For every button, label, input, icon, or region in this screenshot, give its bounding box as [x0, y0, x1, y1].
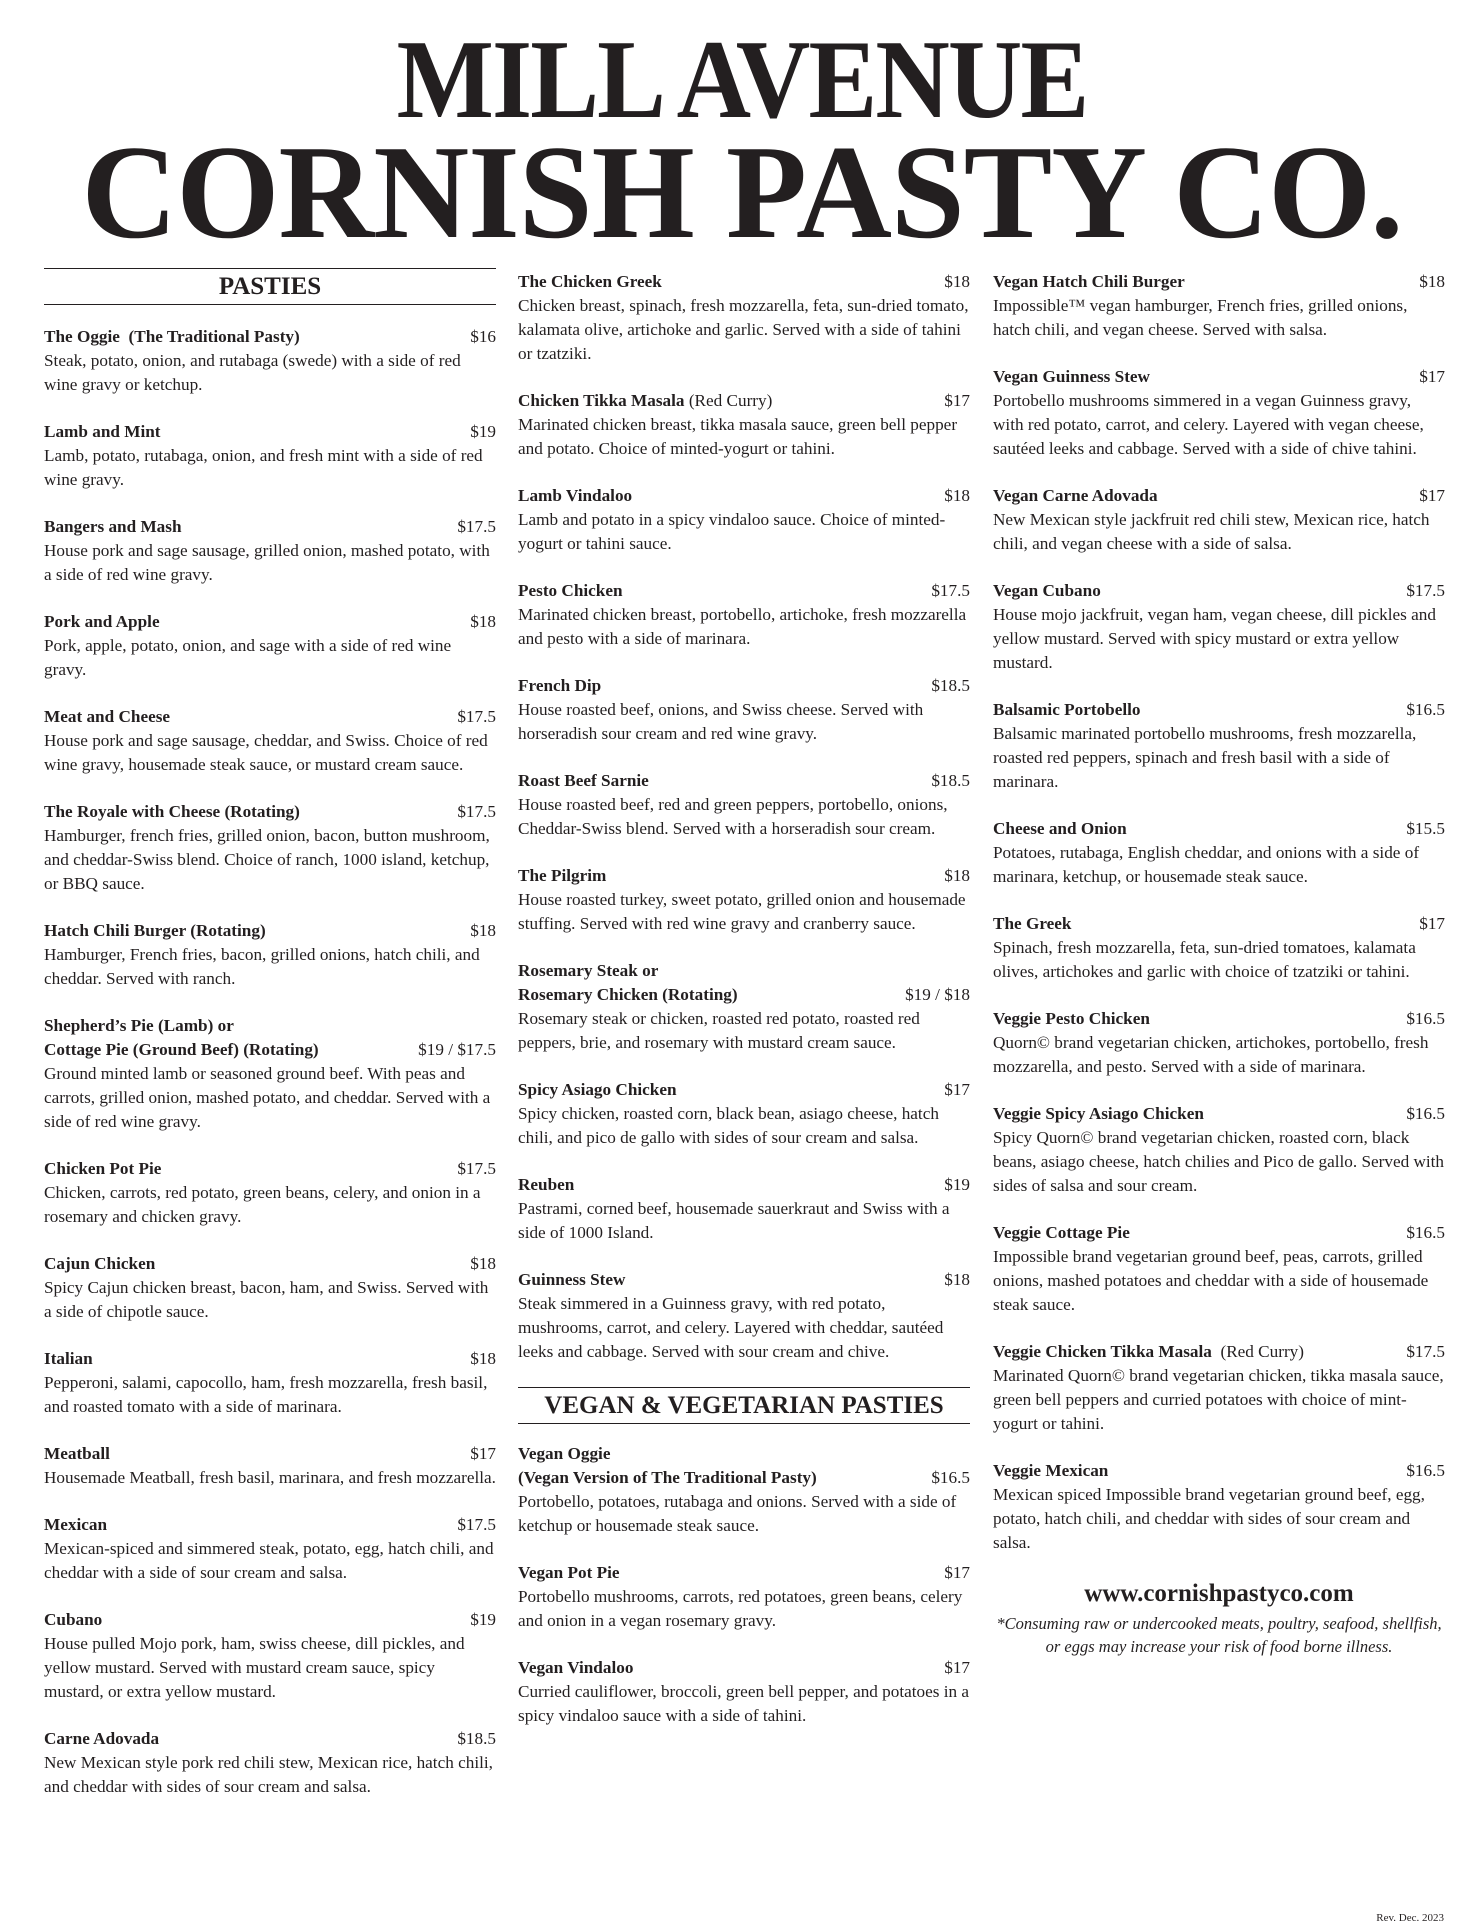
item-name-text: Lamb and Mint [44, 422, 161, 441]
item-description: Portobello mushrooms, carrots, red potatoes, green beans, celery and onion in a vegan rosemary gravy. [518, 1587, 963, 1630]
menu-footer [993, 1578, 1445, 1658]
menu-item [518, 389, 970, 461]
item-title-row [44, 420, 496, 444]
item-description: House mojo jackfruit, vegan ham, vegan cheese, dill pickles and yellow mustard. Served with spicy mustard or extra yellow mustard. [993, 605, 1436, 672]
item-description: House pulled Mojo pork, ham, swiss cheese, dill pickles, and yellow mustard. Served with mustard cream sauce, spicy mustard, or extra yellow mustard. [44, 1634, 465, 1701]
item-name [993, 270, 1185, 294]
item-price: $17.5 [931, 581, 970, 600]
item-title-row [993, 484, 1445, 508]
item-title-row [993, 912, 1445, 936]
item-name-text: The Chicken Greek [518, 272, 662, 291]
item-price: $17 [1419, 914, 1445, 933]
item-title-row [518, 1173, 970, 1197]
item-title-row [44, 800, 496, 824]
item-description: Lamb, potato, rutabaga, onion, and fresh mint with a side of red wine gravy. [44, 446, 483, 489]
item-price: $18 [944, 1270, 970, 1289]
item-name [518, 389, 772, 413]
item-description: Chicken, carrots, red potato, green beans, celery, and onion in a rosemary and chicken gravy. [44, 1183, 481, 1226]
item-price: $18 [470, 921, 496, 940]
item-description: Mexican-spiced and simmered steak, potato, egg, hatch chili, and cheddar with a side of sour cream and salsa. [44, 1539, 494, 1582]
item-price: $17 [1419, 486, 1445, 505]
item-name-line1: Shepherd’s Pie (Lamb) or [44, 1016, 234, 1035]
item-description: Portobello, potatoes, rutabaga and onions. Served with a side of ketchup or housemade steak sauce. [518, 1492, 957, 1535]
item-name [993, 1459, 1108, 1483]
item-name-text: Vegan Vindaloo [518, 1658, 634, 1677]
item-name [518, 769, 649, 793]
item-name-text: Italian [44, 1349, 93, 1368]
menu-item [518, 484, 970, 556]
menu-item [993, 1340, 1445, 1436]
item-name-text: Roast Beef Sarnie [518, 771, 649, 790]
item-name-note: (Red Curry) [684, 391, 773, 410]
item-price: $17 [1419, 367, 1445, 386]
item-title-row [518, 484, 970, 508]
item-price: $15.5 [1406, 819, 1445, 838]
item-name [518, 579, 623, 603]
item-name [518, 674, 601, 698]
item-name-text: The Pilgrim [518, 866, 607, 885]
item-description: Hamburger, French fries, bacon, grilled onions, hatch chili, and cheddar. Served with ranch. [44, 945, 480, 988]
item-name-text: Vegan Cubano [993, 581, 1101, 600]
menu-item [44, 1157, 496, 1229]
item-price: $16 [470, 327, 496, 346]
menu-item [44, 1252, 496, 1324]
item-price: $18 [1419, 272, 1445, 291]
item-name-text: Reuben [518, 1175, 575, 1194]
menu-item [518, 270, 970, 366]
item-description: Steak simmered in a Guinness gravy, with red potato, mushrooms, carrot, and celery. Layered with cheddar, sautéed leeks and cabbage. Served with sour cream and chive. [518, 1294, 944, 1361]
item-title-row [44, 610, 496, 634]
item-name-line1: Rosemary Steak or [518, 961, 659, 980]
item-description: Chicken breast, spinach, fresh mozzarella, feta, sun-dried tomato, kalamata olive, artichoke and garlic. Served with a side of tahini or tzatziki. [518, 296, 969, 363]
item-price: $16.5 [1406, 1104, 1445, 1123]
item-description: Lamb and potato in a spicy vindaloo sauce. Choice of minted-yogurt or tahini sauce. [518, 510, 946, 553]
item-price: $17.5 [457, 1159, 496, 1178]
menu-item [518, 579, 970, 651]
item-title-row [518, 1268, 970, 1292]
item-name [993, 912, 1071, 936]
item-description: House pork and sage sausage, grilled onion, mashed potato, with a side of red wine gravy. [44, 541, 490, 584]
item-name [518, 1173, 574, 1197]
item-name-text: Pesto Chicken [518, 581, 623, 600]
item-description: Marinated Quorn© brand vegetarian chicken, tikka masala sauce, green bell peppers and curried potatoes with choice of mint-yogurt or tahini. [993, 1366, 1444, 1433]
menu-item [44, 515, 496, 587]
item-description: Mexican spiced Impossible brand vegetarian ground beef, egg, potato, hatch chili, and cheddar with sides of sour cream and salsa. [993, 1485, 1425, 1552]
item-title-row [44, 1513, 496, 1537]
item-price: $16.5 [1406, 1461, 1445, 1480]
item-title-row [44, 705, 496, 729]
item-name [44, 1347, 93, 1371]
item-description: Rosemary steak or chicken, roasted red potato, roasted red peppers, brie, and rosemary with mustard cream sauce. [518, 1009, 920, 1052]
item-name-text: Cubano [44, 1610, 103, 1629]
item-price: $16.5 [1406, 700, 1445, 719]
item-title-row [518, 769, 970, 793]
menu-item [993, 698, 1445, 794]
item-name [518, 270, 662, 294]
menu-item [993, 365, 1445, 461]
item-description: Curried cauliflower, broccoli, green bell pepper, and potatoes in a spicy vindaloo sauce with a side of tahini. [518, 1682, 970, 1725]
menu-item [993, 579, 1445, 675]
item-name-line1: Vegan Oggie [518, 1444, 611, 1463]
item-price: $17.5 [457, 707, 496, 726]
item-name-text: Meatball [44, 1444, 110, 1463]
item-price: $18.5 [931, 771, 970, 790]
item-name-text: (Vegan Version of The Traditional Pasty) [518, 1468, 817, 1487]
item-name-text: The Greek [993, 914, 1072, 933]
menu-item [993, 270, 1445, 342]
item-description: House pork and sage sausage, cheddar, and Swiss. Choice of red wine gravy, housemade steak sauce, or mustard cream sauce. [44, 731, 488, 774]
item-description: New Mexican style pork red chili stew, Mexican rice, hatch chili, and cheddar with sides of sour cream and salsa. [44, 1753, 493, 1796]
item-name [993, 484, 1158, 508]
item-name [44, 1442, 110, 1466]
item-price: $17.5 [457, 517, 496, 536]
item-description: Spicy chicken, roasted corn, black bean, asiago cheese, hatch chili, and pico de gallo with sides of sour cream and salsa. [518, 1104, 939, 1147]
item-description: Ground minted lamb or seasoned ground beef. With peas and carrots, grilled onion, mashed potato, and cheddar. Served with a side of red wine gravy. [44, 1064, 491, 1131]
item-description: Portobello mushrooms simmered in a vegan Guinness gravy, with red potato, carrot, and celery. Layered with vegan cheese, sautéed leeks and cabbage. Served with a side of chive tahini. [993, 391, 1424, 458]
item-price: $17 [944, 1658, 970, 1677]
item-title-row [44, 1252, 496, 1276]
item-name-text: Chicken Pot Pie [44, 1159, 162, 1178]
item-name-text: Vegan Pot Pie [518, 1563, 620, 1582]
item-name [993, 365, 1150, 389]
item-description: Quorn© brand vegetarian chicken, artichokes, portobello, fresh mozzarella, and pesto. Served with a side of marinara. [993, 1033, 1429, 1076]
item-name-text: Meat and Cheese [44, 707, 171, 726]
item-description: Pastrami, corned beef, housemade sauerkraut and Swiss with a side of 1000 Island. [518, 1199, 950, 1242]
restaurant-name-line1: MILL AVENUE [396, 18, 1088, 142]
item-title-row [518, 864, 970, 888]
menu-column-2 [518, 270, 970, 1751]
item-name-text: Spicy Asiago Chicken [518, 1080, 677, 1099]
menu-item [518, 1561, 970, 1633]
item-name [44, 515, 182, 539]
item-title-row [993, 817, 1445, 841]
item-title-row [518, 983, 970, 1007]
item-description: House roasted beef, onions, and Swiss cheese. Served with horseradish sour cream and red wine gravy. [518, 700, 924, 743]
item-title-row [518, 389, 970, 413]
item-title-row [518, 579, 970, 603]
item-name-text: French Dip [518, 676, 602, 695]
item-name-text: Mexican [44, 1515, 108, 1534]
item-name [993, 1221, 1130, 1245]
menu-item [518, 1268, 970, 1364]
item-price: $17.5 [1406, 581, 1445, 600]
item-price: $18 [944, 866, 970, 885]
item-name [44, 1252, 155, 1276]
item-name-text: Balsamic Portobello [993, 700, 1141, 719]
menu-item [993, 1221, 1445, 1317]
item-description: Steak, potato, onion, and rutabaga (swede) with a side of red wine gravy or ketchup. [44, 351, 461, 394]
item-price: $16.5 [931, 1468, 970, 1487]
item-name [44, 1038, 319, 1062]
item-price: $18 [470, 1254, 496, 1273]
item-title-row [518, 1466, 970, 1490]
menu-item [518, 1173, 970, 1245]
item-name-text: Veggie Mexican [993, 1461, 1109, 1480]
item-name-text: Cottage Pie (Ground Beef) (Rotating) [44, 1040, 319, 1059]
item-description: Pork, apple, potato, onion, and sage with a side of red wine gravy. [44, 636, 452, 679]
item-title-row [44, 515, 496, 539]
item-name-text: Guinness Stew [518, 1270, 626, 1289]
item-description: Marinated chicken breast, portobello, artichoke, fresh mozzarella and pesto with a side of marinara. [518, 605, 967, 648]
item-name [518, 864, 606, 888]
menu-header [0, 18, 1484, 266]
section-heading-pasties: PASTIES [44, 268, 496, 305]
vegan-list [518, 1442, 970, 1728]
item-name [993, 817, 1127, 841]
item-description: Balsamic marinated portobello mushrooms, fresh mozzarella, roasted red peppers, spinach and fresh basil with a side of marinara. [993, 724, 1417, 791]
item-title-row [993, 1007, 1445, 1031]
item-name [44, 610, 160, 634]
item-title-row [44, 1347, 496, 1371]
item-name [518, 1268, 625, 1292]
item-name [518, 983, 738, 1007]
item-description: Potatoes, rutabaga, English cheddar, and onions with a side of marinara, ketchup, or housemade steak sauce. [993, 843, 1420, 886]
item-price: $17.5 [457, 802, 496, 821]
item-title-row [993, 1102, 1445, 1126]
item-description: House roasted turkey, sweet potato, grilled onion and housemade stuffing. Served with red wine gravy and cranberry sauce. [518, 890, 966, 933]
item-name-text: Lamb Vindaloo [518, 486, 633, 505]
restaurant-name-line2: CORNISH PASTY CO. [81, 118, 1403, 266]
food-safety-warning: *Consuming raw or undercooked meats, poultry, seafood, shellfish, or eggs may increase your risk of food borne illness. [996, 1614, 1442, 1656]
item-price: $19 [470, 422, 496, 441]
menu-item [518, 674, 970, 746]
item-description: Impossible brand vegetarian ground beef, peas, carrots, grilled onions, mashed potatoes and cheddar with a side of housemade steak sauce. [993, 1247, 1429, 1314]
item-title-row [993, 579, 1445, 603]
item-description: House roasted beef, red and green peppers, portobello, onions, Cheddar-Swiss blend. Served with a horseradish sour cream. [518, 795, 948, 838]
item-name [518, 1466, 817, 1490]
item-price: $19 [944, 1175, 970, 1194]
item-title-row [44, 1038, 496, 1062]
item-title-row [518, 1561, 970, 1585]
item-description: Hamburger, french fries, grilled onion, bacon, button mushroom, and cheddar-Swiss blend. Choice of ranch, 1000 island, ketchup, or BBQ sauce. [44, 826, 490, 893]
item-description: Marinated chicken breast, tikka masala sauce, green bell pepper and potato. Choice of minted-yogurt or tahini. [518, 415, 958, 458]
item-price: $16.5 [1406, 1009, 1445, 1028]
item-name-text: Vegan Guinness Stew [993, 367, 1150, 386]
item-name [44, 800, 300, 824]
menu-item [44, 610, 496, 682]
item-name-text: The Oggie (The Traditional Pasty) [44, 327, 300, 346]
item-price: $17 [944, 1563, 970, 1582]
item-name [993, 1102, 1204, 1126]
item-name-text: Cajun Chicken [44, 1254, 156, 1273]
item-name-text: Chicken Tikka Masala [518, 391, 685, 410]
item-price: $17 [944, 1080, 970, 1099]
item-price: $17 [944, 391, 970, 410]
item-name [44, 1513, 107, 1537]
item-description: Spicy Cajun chicken breast, bacon, ham, and Swiss. Served with a side of chipotle sauce. [44, 1278, 489, 1321]
item-name [44, 1157, 161, 1181]
item-price: $18.5 [931, 676, 970, 695]
item-name [518, 1561, 620, 1585]
item-title-row [44, 919, 496, 943]
item-price: $16.5 [1406, 1223, 1445, 1242]
item-price: $18 [944, 272, 970, 291]
menu-item [44, 1014, 496, 1134]
menu-item [993, 912, 1445, 984]
menu-item [518, 769, 970, 841]
item-name [993, 1340, 1304, 1364]
item-title-row [44, 1442, 496, 1466]
item-title-row [993, 1340, 1445, 1364]
item-price: $17.5 [457, 1515, 496, 1534]
item-price: $18 [470, 1349, 496, 1368]
menu-item [993, 1007, 1445, 1079]
item-description: Impossible™ vegan hamburger, French fries, grilled onions, hatch chili, and vegan cheese. Served with salsa. [993, 296, 1408, 339]
item-name [993, 1007, 1150, 1031]
menu-item [44, 1513, 496, 1585]
menu-item [993, 1459, 1445, 1555]
section-heading-vegan: VEGAN & VEGETARIAN PASTIES [518, 1387, 970, 1424]
item-price: $18 [944, 486, 970, 505]
item-title-row [44, 1727, 496, 1751]
menu-item [518, 1078, 970, 1150]
item-title-row [44, 1157, 496, 1181]
menu-item [44, 1608, 496, 1704]
item-title-row [44, 1608, 496, 1632]
item-name-text: Veggie Pesto Chicken [993, 1009, 1150, 1028]
item-title-row [44, 325, 496, 349]
menu-item [44, 325, 496, 397]
item-title-row [518, 1078, 970, 1102]
revision-date: Rev. Dec. 2023 [1376, 1912, 1444, 1924]
item-name-text: Hatch Chili Burger (Rotating) [44, 921, 266, 940]
menu-item [44, 420, 496, 492]
item-price: $17 [470, 1444, 496, 1463]
item-name-text: Vegan Hatch Chili Burger [993, 272, 1185, 291]
item-name-note: (Red Curry) [1211, 1342, 1304, 1361]
menu-item [993, 484, 1445, 556]
item-price: $19 / $18 [905, 985, 970, 1004]
menu-item [518, 959, 970, 1055]
item-title-row [993, 270, 1445, 294]
menu-item [44, 1347, 496, 1419]
item-name-text: Veggie Cottage Pie [993, 1223, 1130, 1242]
menu-item [518, 1656, 970, 1728]
item-name-text: Cheese and Onion [993, 819, 1127, 838]
menu-item [44, 800, 496, 896]
vegan-list-continued [993, 270, 1445, 1555]
item-name-text: Carne Adovada [44, 1729, 160, 1748]
item-name [44, 1727, 159, 1751]
item-name [44, 705, 170, 729]
item-price: $17.5 [1406, 1342, 1445, 1361]
item-title-row [518, 674, 970, 698]
item-name [518, 1078, 677, 1102]
item-name-text: Rosemary Chicken (Rotating) [518, 985, 738, 1004]
item-name [518, 1656, 633, 1680]
item-name [44, 919, 266, 943]
item-description: Housemade Meatball, fresh basil, marinara, and fresh mozzarella. [44, 1468, 496, 1487]
item-title-row [993, 365, 1445, 389]
menu-item [44, 919, 496, 991]
item-description: New Mexican style jackfruit red chili stew, Mexican rice, hatch chili, and vegan cheese with a side of salsa. [993, 510, 1430, 553]
item-title-row [518, 1656, 970, 1680]
item-description: Pepperoni, salami, capocollo, ham, fresh mozzarella, fresh basil, and roasted tomato with a side of marinara. [44, 1373, 488, 1416]
menu-item [993, 817, 1445, 889]
item-name-text: Pork and Apple [44, 612, 160, 631]
item-description: Spinach, fresh mozzarella, feta, sun-dried tomatoes, kalamata olives, artichokes and garlic with choice of tzatziki or tahini. [993, 938, 1416, 981]
menu-item [44, 1727, 496, 1799]
item-title-row [518, 270, 970, 294]
item-name-text: Bangers and Mash [44, 517, 182, 536]
website-link[interactable]: www.cornishpastyco.com [1084, 1580, 1354, 1607]
pasties-list [44, 325, 496, 1799]
item-price: $18 [470, 612, 496, 631]
pasties-list-continued [518, 270, 970, 1364]
menu-item [44, 705, 496, 777]
menu-column-3 [993, 270, 1445, 1658]
item-price: $19 / $17.5 [418, 1040, 496, 1059]
item-name-text: Vegan Carne Adovada [993, 486, 1158, 505]
item-name [993, 698, 1141, 722]
menu-item [518, 1442, 970, 1538]
item-name-text: Veggie Chicken Tikka Masala [993, 1342, 1212, 1361]
menu-item [44, 1442, 496, 1490]
menu-item [518, 864, 970, 936]
item-name [44, 420, 161, 444]
item-name [44, 325, 300, 349]
item-price: $19 [470, 1610, 496, 1629]
menu-column-1 [44, 268, 496, 1822]
item-description: Spicy Quorn© brand vegetarian chicken, roasted corn, black beans, asiago cheese, hatch chilies and Pico de gallo. Served with sides of salsa and sour cream. [993, 1128, 1445, 1195]
item-title-row [993, 1459, 1445, 1483]
menu-item [993, 1102, 1445, 1198]
item-name [518, 484, 632, 508]
item-price: $18.5 [457, 1729, 496, 1748]
item-name-text: The Royale with Cheese (Rotating) [44, 802, 300, 821]
item-name [44, 1608, 102, 1632]
item-title-row [993, 1221, 1445, 1245]
item-name-text: Veggie Spicy Asiago Chicken [993, 1104, 1204, 1123]
item-title-row [993, 698, 1445, 722]
item-name [993, 579, 1101, 603]
